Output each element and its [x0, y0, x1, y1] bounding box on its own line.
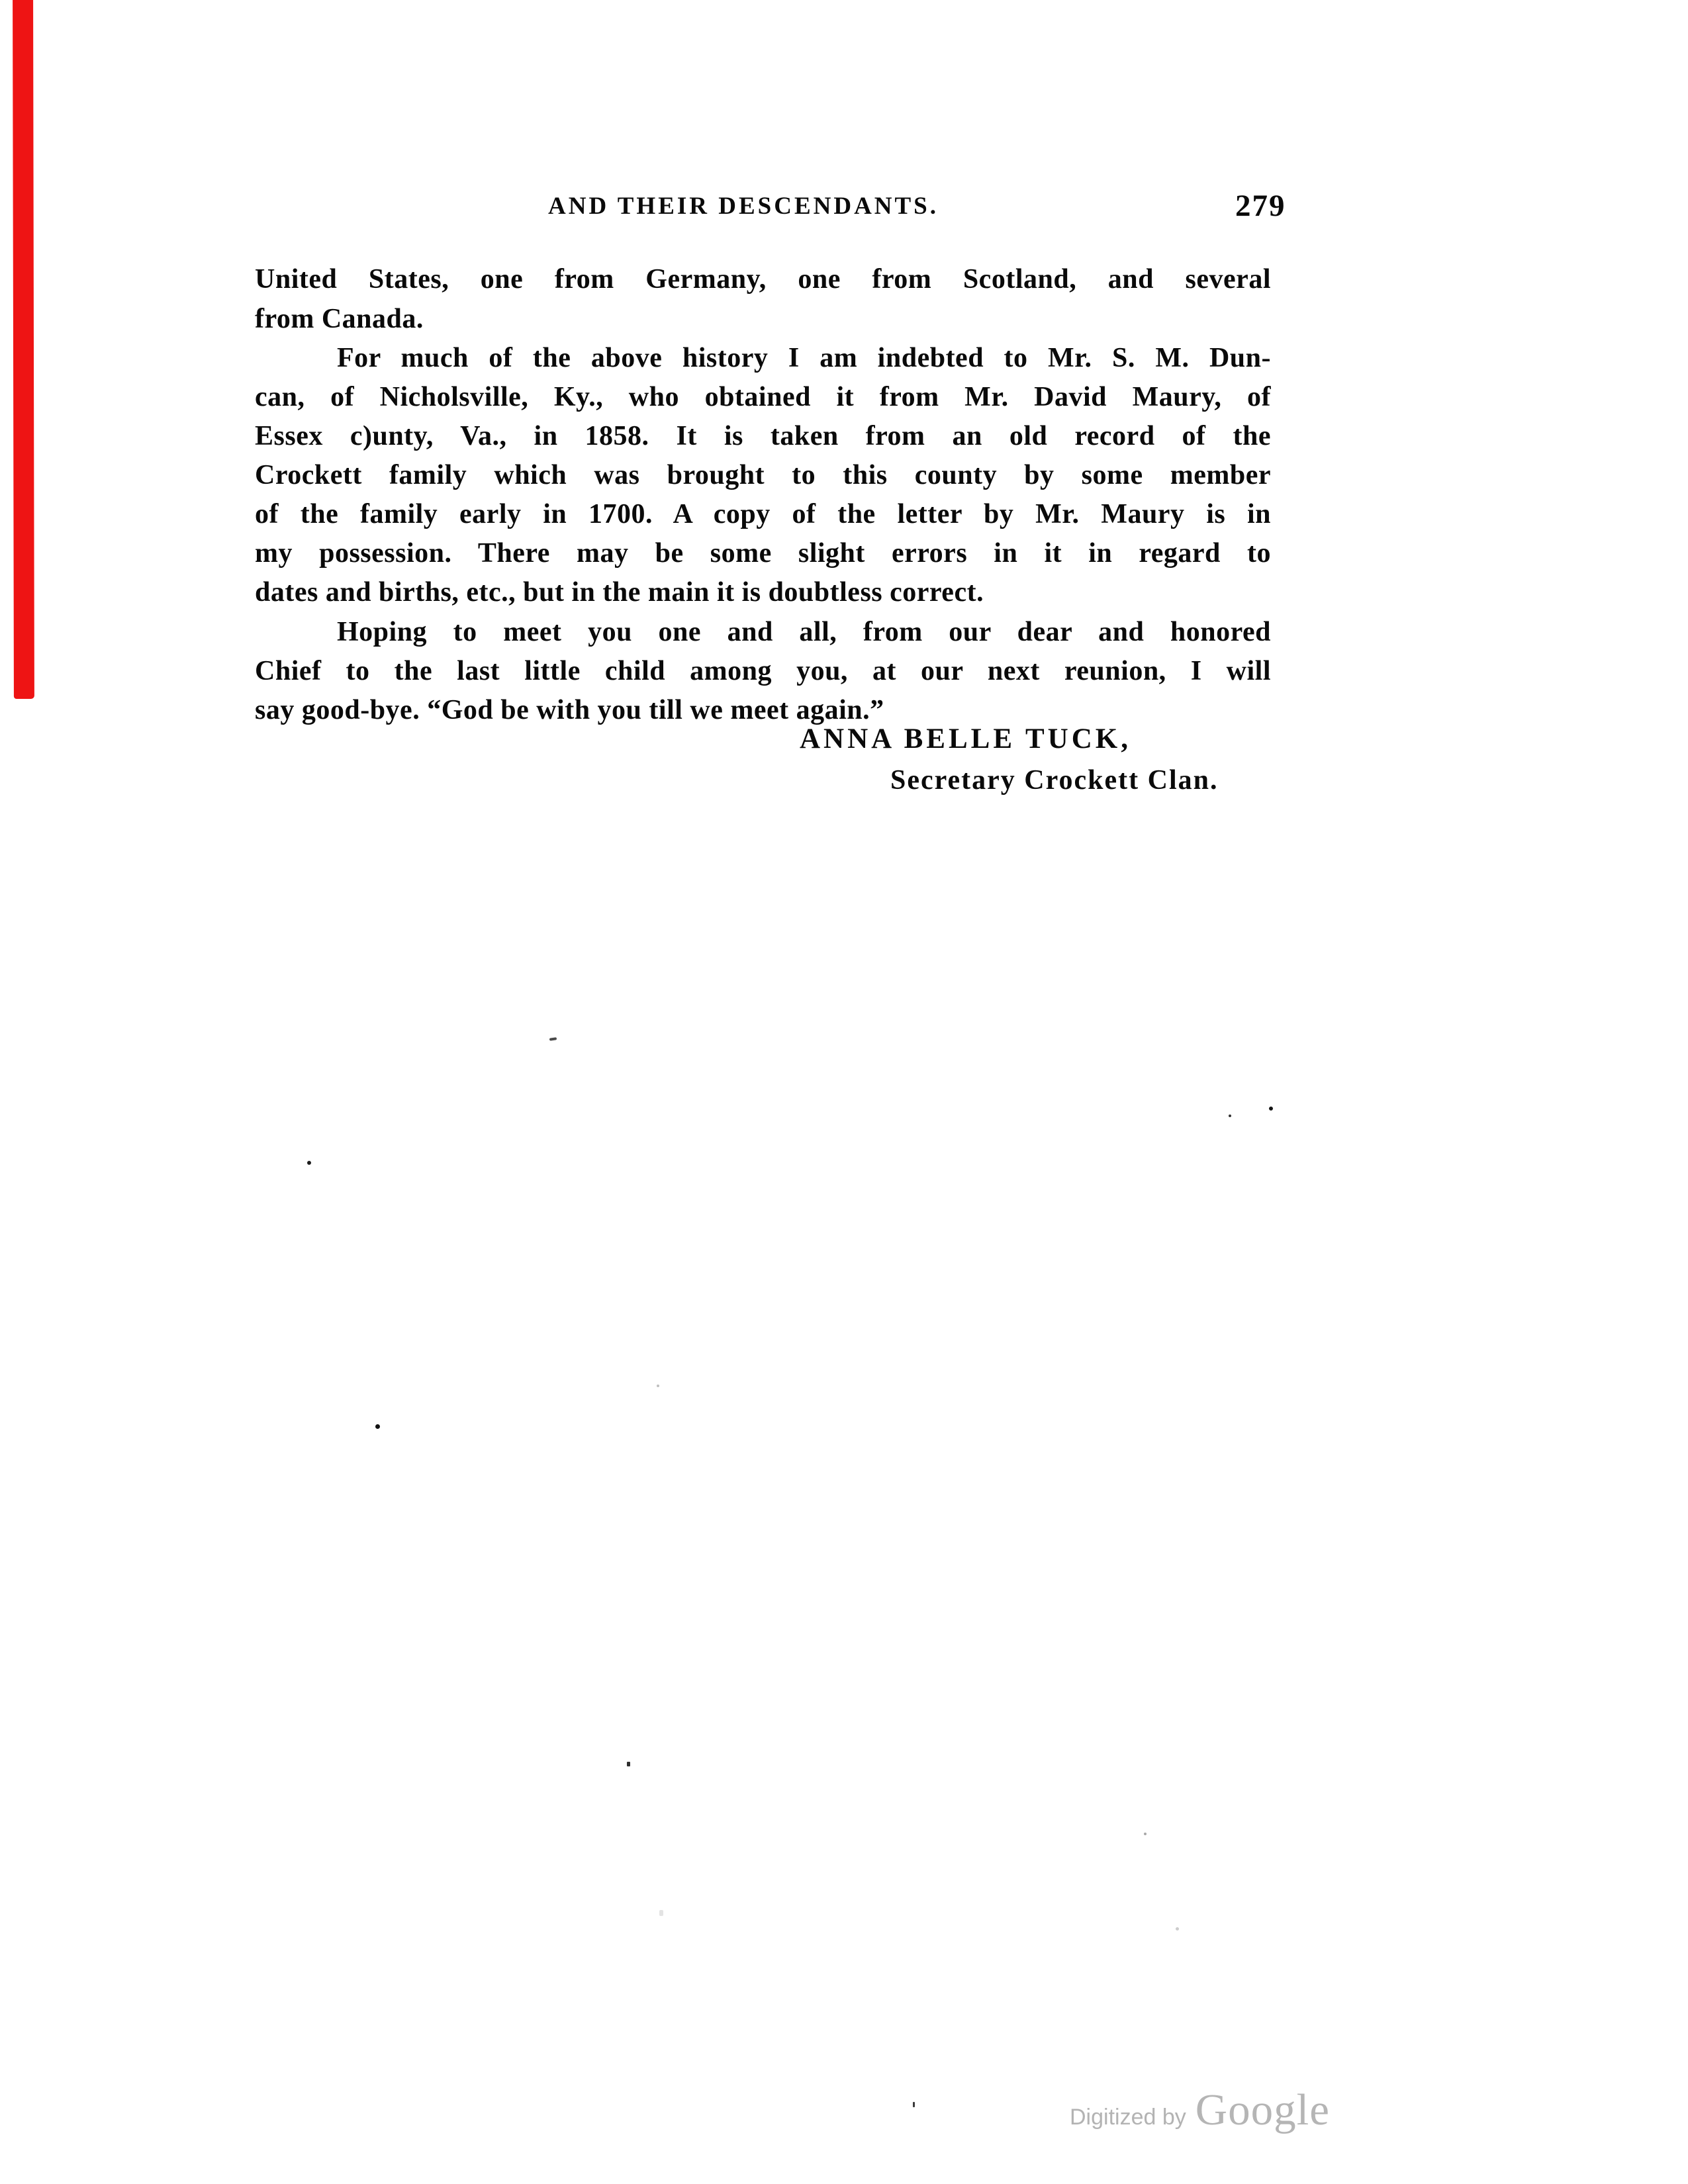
scan-speck — [307, 1161, 311, 1165]
scan-speck — [1229, 1115, 1231, 1117]
scan-speck — [1176, 1927, 1179, 1931]
text-line: Essex c)unty, Va., in 1858. It is taken from an old record of the — [255, 421, 1271, 451]
scan-speck — [659, 1910, 663, 1916]
text-line: Hoping to meet you one and all, from our dear and honored — [337, 617, 1271, 647]
signature-name: ANNA BELLE TUCK, — [800, 723, 1131, 754]
text-line: from Canada. — [255, 304, 424, 334]
paragraph — [255, 259, 1271, 339]
google-logo: Google — [1195, 2085, 1330, 2134]
page-body — [255, 259, 1271, 789]
digitized-by-label: Digitized by — [1070, 2105, 1186, 2130]
paragraph — [255, 613, 1271, 730]
text-line: Crockett family which was brought to this county by some member — [255, 460, 1271, 490]
signature-title: Secretary Crockett Clan. — [890, 765, 1219, 796]
paragraph — [255, 339, 1271, 612]
text-line: United States, one from Germany, one from Scotland, and several — [255, 264, 1271, 295]
text-line: For much of the above history I am indebted to Mr. S. M. Dun- — [337, 343, 1271, 373]
text-line: of the family early in 1700. A copy of the letter by Mr. Maury is in — [255, 499, 1271, 529]
red-ribbon-strip — [13, 0, 34, 699]
scan-speck — [375, 1424, 380, 1429]
scan-speck — [1269, 1107, 1273, 1111]
text-line: say good-bye. “God be with you till we meet again.” — [255, 695, 884, 725]
text-line: Chief to the last little child among you, at our next reunion, I will — [255, 656, 1271, 686]
digitized-watermark — [1070, 2085, 1330, 2136]
text-line: dates and births, etc., but in the main it is doubtless correct. — [255, 577, 984, 608]
page-number: 279 — [1235, 189, 1286, 223]
scan-speck — [657, 1385, 659, 1387]
text-line: can, of Nicholsville, Ky., who obtained it from Mr. David Maury, of — [255, 382, 1271, 412]
scan-speck — [549, 1037, 557, 1040]
text-line: my possession. There may be some slight errors in it in regard to — [255, 538, 1271, 569]
running-head-title: AND THEIR DESCENDANTS. — [548, 193, 939, 220]
scan-speck — [627, 1762, 630, 1766]
scan-speck — [913, 2102, 915, 2107]
scan-speck — [1144, 1833, 1147, 1835]
